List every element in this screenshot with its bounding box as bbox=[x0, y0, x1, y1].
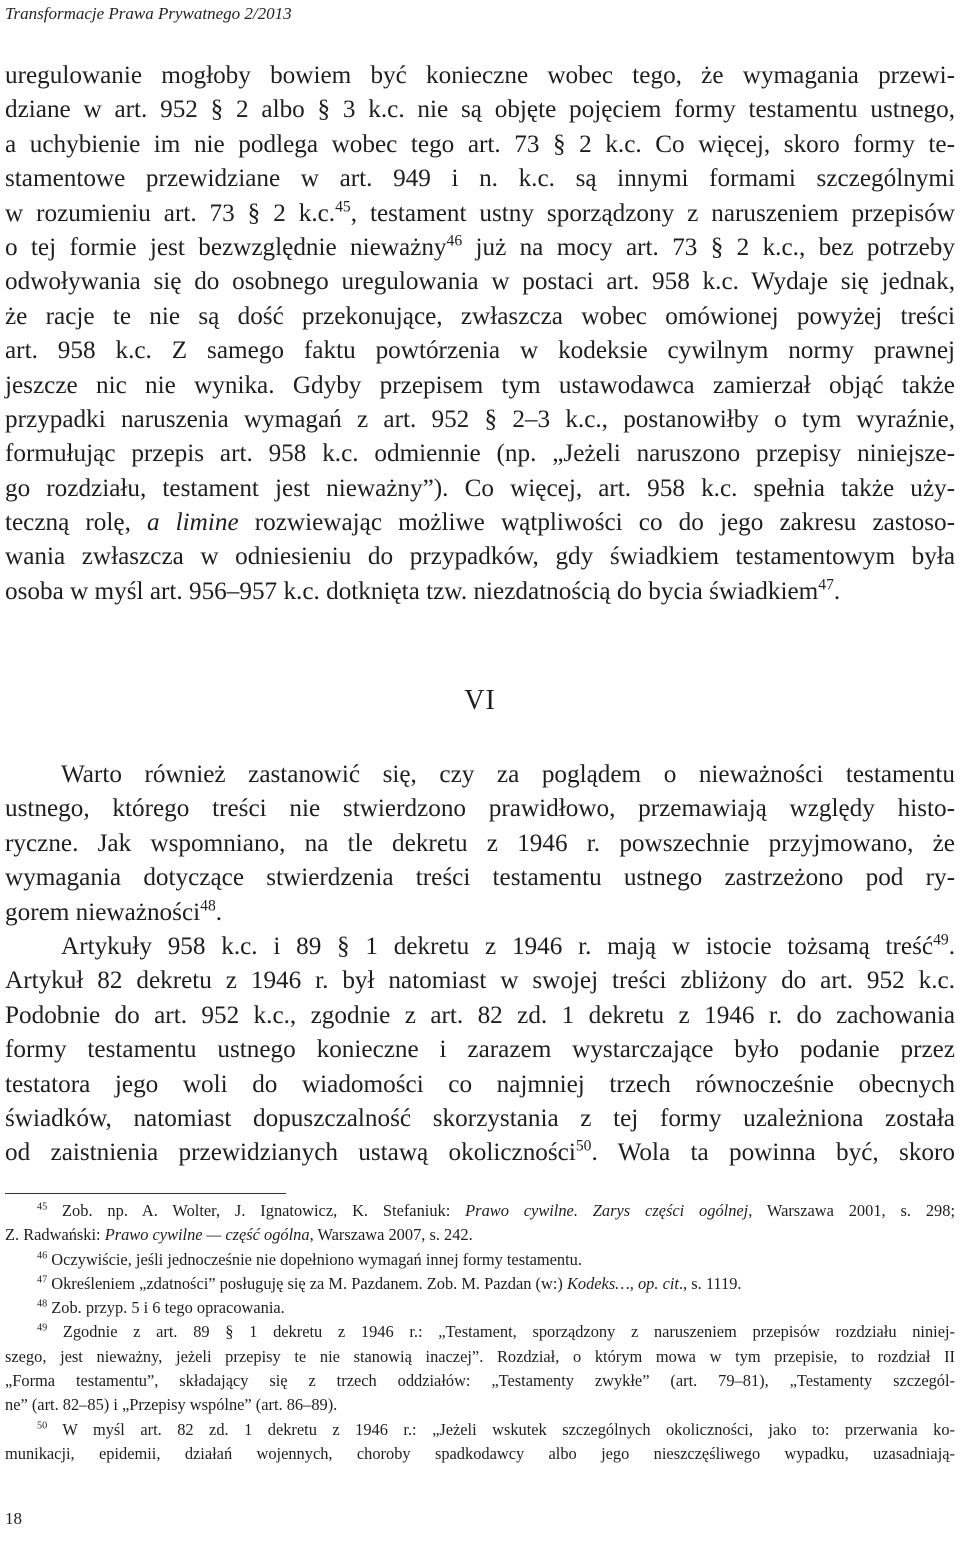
text-line: Warto również zastanowić się, czy za poglądem o nieważności testamentu bbox=[61, 761, 955, 788]
text-line: Artykuły 958 k.c. i 89 § 1 dekretu z 1946 r. mają w istocie tożsamą treść$^{49}$. bbox=[61, 931, 955, 960]
footnote-line: $^{50}$ W myśl art. 82 zd. 1 dekretu z 1946 r.: „Jeżeli wskutek szczególnych okoliczności, jako to: przerwania ko- bbox=[37, 1419, 955, 1439]
page-number: 18 bbox=[5, 1509, 22, 1528]
footnote-line: $^{48}$ Zob. przyp. 5 i 6 tego opracowania. bbox=[37, 1298, 285, 1318]
section-heading: VI bbox=[464, 685, 496, 716]
text-line: osoba w myśl art. 956–957 k.c. dotknięta tzw. niezdatnością do bycia świadkiem$^{47}$. bbox=[5, 576, 841, 605]
text-line: że racje te nie są dość przekonujące, zwłaszcza wobec omówionej powyżej treści bbox=[5, 302, 955, 330]
text-line: wymagania dotyczące stwierdzenia treści testamentu ustnego zastrzeżono pod ry- bbox=[5, 864, 955, 892]
text-line: jeszcze nic nie wynika. Gdyby przepisem tym ustawodawca zamierzał objąć także bbox=[5, 371, 955, 399]
footnote-line: $^{49}$ Zgodnie z art. 89 § 1 dekretu z 1946 r.: „Testament, sporządzony z naruszeniem przepisów rozdziału niniej- bbox=[37, 1322, 955, 1342]
text-line: odwoływania się do osobnego uregulowania w postaci art. 958 k.c. Wydaje się jednak, bbox=[5, 268, 955, 296]
text-line: formy testamentu ustnego konieczne i zarazem wystarczające było podanie przez bbox=[5, 1036, 955, 1064]
text-line: uregulowanie mogłoby bowiem być konieczne wobec tego, że wymagania przewi- bbox=[5, 62, 955, 89]
text-line: ryczne. Jak wspomniano, na tle dekretu z 1946 r. powszechnie przyjmowano, że bbox=[5, 829, 955, 857]
footnote-line: „Forma testamentu”, składający się z trzech oddziałów: „Testamenty zwykłe” (art. 79–81), „Testamenty szczegól- bbox=[5, 1371, 955, 1391]
text-line: dziane w art. 952 § 2 albo § 3 k.c. nie są objęte pojęciem formy testamentu ustnego, bbox=[5, 96, 955, 124]
text-line: Podobnie do art. 952 k.c., zgodnie z art. 82 zd. 1 dekretu z 1946 r. do zachowania bbox=[5, 1001, 955, 1029]
footnote-line: $^{47}$ Określeniem „zdatności” posługuję się za M. Pazdanem. Zob. M. Pazdan (w:) Kodeks…, op. cit., s. 1119. bbox=[37, 1273, 742, 1293]
text-line: teczną rolę, a limine rozwiewając możliwe wątpliwości co do jego zakresu zastoso- bbox=[5, 509, 955, 537]
text-line: świadków, natomiast dopuszczalność skorzystania z tej formy uzależniona została bbox=[5, 1104, 955, 1132]
text-line: wania zwłaszcza w odniesieniu do przypadków, gdy świadkiem testamentowym była bbox=[5, 543, 955, 571]
footnotes bbox=[5, 1199, 955, 1466]
text-line: art. 958 k.c. Z samego faktu powtórzenia w kodeksie cywilnym normy prawnej bbox=[5, 337, 955, 365]
text-line: ustnego, którego treści nie stwierdzono prawidłowo, przemawiają względy histo- bbox=[5, 795, 955, 823]
text-line: gorem nieważności$^{48}$. bbox=[5, 896, 223, 926]
text-line: a uchybienie im nie podlega wobec tego art. 73 § 2 k.c. Co więcej, skoro formy te- bbox=[5, 130, 955, 158]
text-line: w rozumieniu art. 73 § 2 k.c.$^{45}$, testament ustny sporządzony z naruszeniem przepisów bbox=[5, 197, 955, 227]
body-paragraph bbox=[5, 758, 955, 1171]
running-header: Transformacje Prawa Prywatnego 2/2013 bbox=[5, 4, 292, 23]
footnote-line: munikacji, epidemii, działań wojennych, choroby spadkodawcy albo jego nieszczęśliwego wypadku, uzasadniają- bbox=[5, 1443, 955, 1463]
footnote-line: szego, jest nieważny, jeżeli przepisy te nie stanowią inaczej”. Rozdział, o którym mowa w tym przepisie, to rozdział II bbox=[5, 1346, 955, 1366]
text-line: przypadki naruszenia wymagań z art. 952 § 2–3 k.c., postanowiłby o tym wyraźnie, bbox=[5, 405, 955, 433]
footnote-divider bbox=[5, 1193, 286, 1194]
text-line: go rozdziału, testament jest nieważny”). Co więcej, art. 958 k.c. spełnia także uży- bbox=[5, 474, 955, 502]
text-line: od zaistnienia przewidzianych ustawą okoliczności$^{50}$. Wola ta powinna być, skoro bbox=[5, 1137, 955, 1167]
footnote-line: $^{46}$ Oczywiście, jeśli jednocześnie nie dopełniono wymagań innej formy testamentu. bbox=[37, 1249, 582, 1269]
footnote-line: ne” (art. 82–85) i „Przepisy wspólne” (art. 86–89). bbox=[5, 1395, 338, 1415]
text-line: stamentowe przewidziane w art. 949 i n. k.c. są innymi formami szczególnymi bbox=[5, 165, 955, 193]
body-paragraph bbox=[5, 59, 955, 609]
text-line: testatora jego woli do wiadomości co najmniej trzech równocześnie obecnych bbox=[5, 1070, 955, 1098]
footnote-line: $^{45}$ Zob. np. A. Wolter, J. Ignatowicz, K. Stefaniuk: Prawo cywilne. Zarys części ogólnej, Warszawa 2001, s. 298; bbox=[37, 1201, 955, 1220]
text-line: Artykuł 82 dekretu z 1946 r. był natomiast w swojej treści zbliżony do art. 952 k.c. bbox=[5, 967, 955, 995]
footnote-line: Z. Radwański: Prawo cywilne — część ogólna, Warszawa 2007, s. 242. bbox=[5, 1225, 473, 1245]
text-line: o tej formie jest bezwzględnie nieważny$^{46}$ już na mocy art. 73 § 2 k.c., bez potrzeby bbox=[5, 232, 955, 261]
text-line: formułując przepis art. 958 k.c. odmiennie (np. „Jeżeli naruszono przepisy niniejsze- bbox=[5, 440, 955, 468]
